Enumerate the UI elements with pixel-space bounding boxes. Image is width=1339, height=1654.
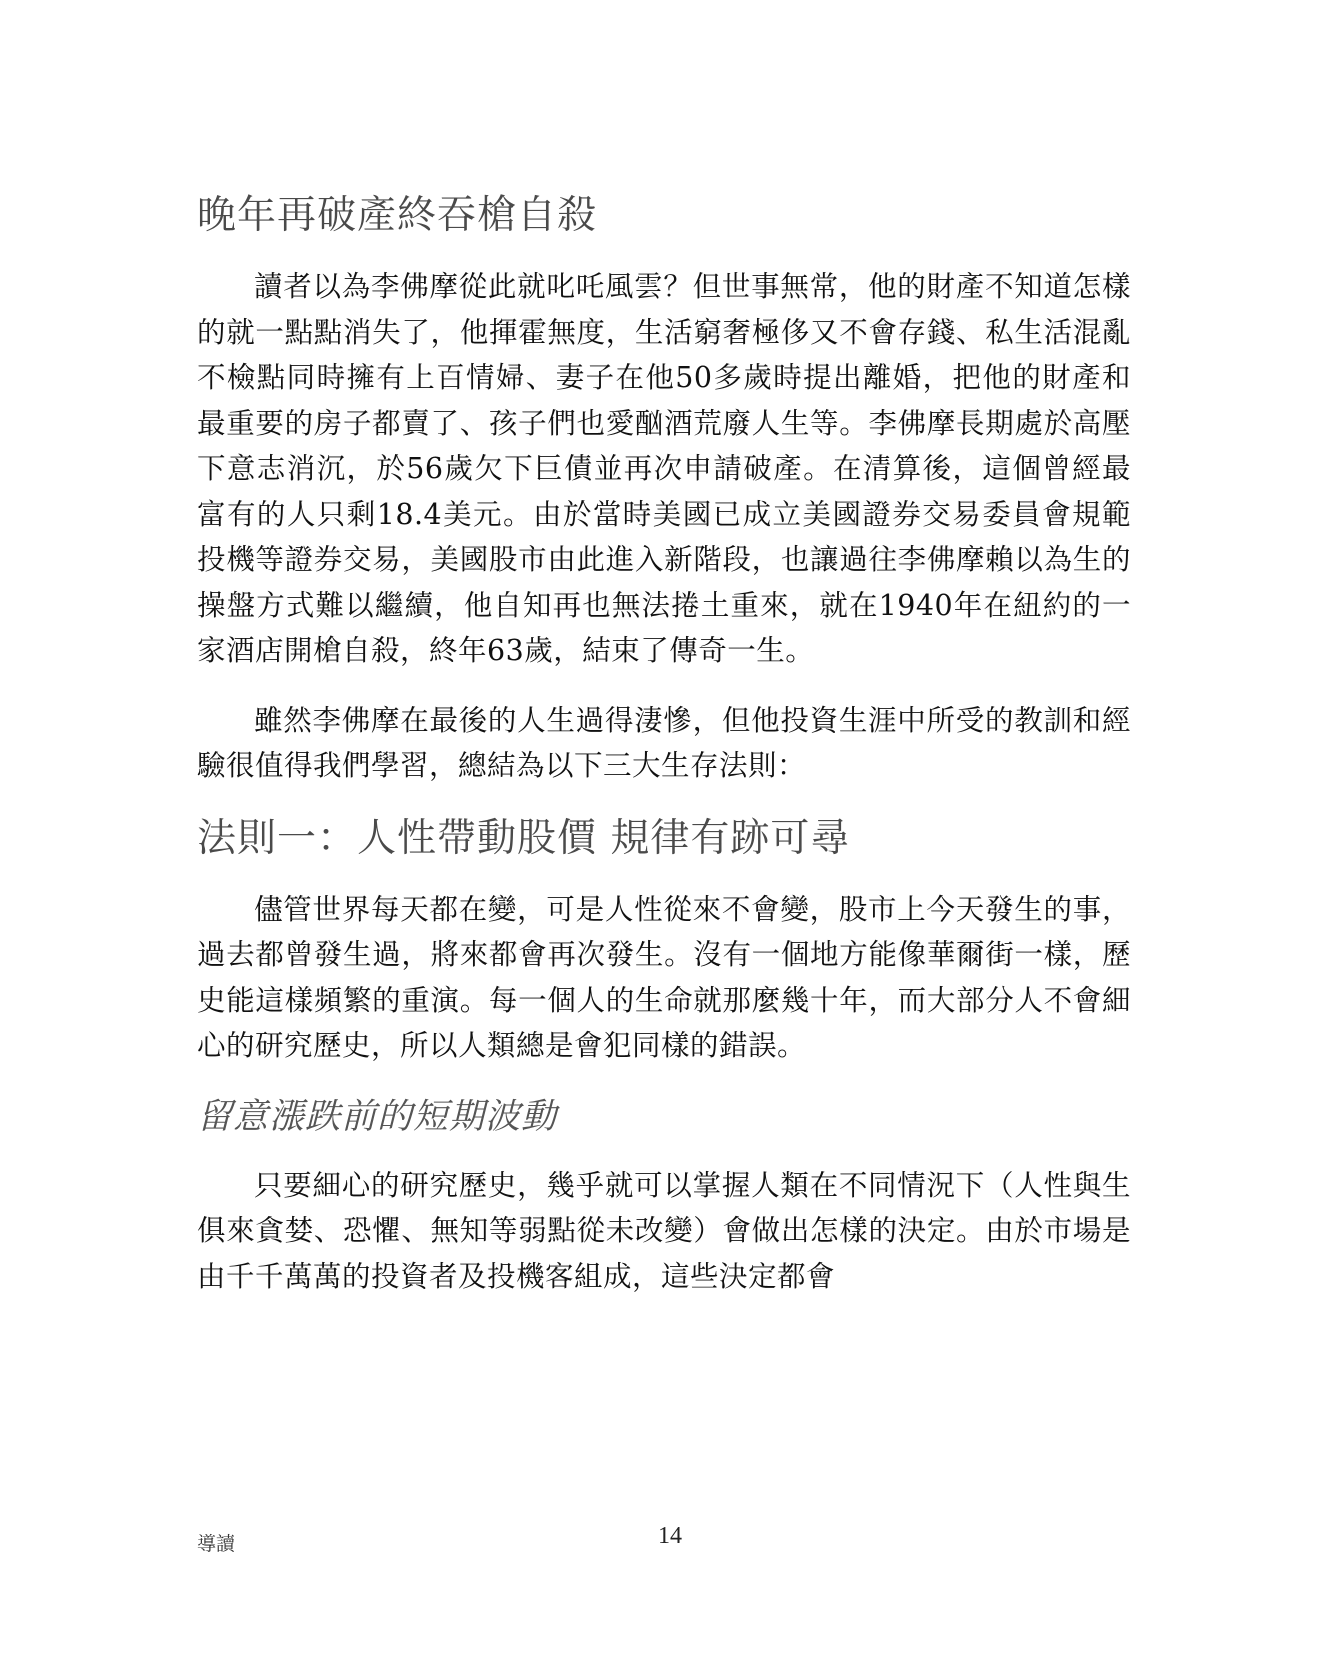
page-number: 14 [658,1523,682,1549]
paragraph-human-nature: 儘管世界每天都在變，可是人性從來不會變，股市上今天發生的事，過去都曾發生過，將來都會再次發生。沒有一個地方能像華爾街一樣，歷史能這樣頻繁的重演。每一個人的生命就那麼幾十年，而大部分人不會細心的研究歷史，所以人類總是會犯同樣的錯誤。 [197,892,1131,1062]
section-heading-late-years: 晚年再破產終吞槍自殺 [197,193,598,238]
paragraph-bankruptcy-story: 讀者以為李佛摩從此就叱吒風雲？但世事無常，他的財產不知道怎樣的就一點點消失了，他揮霍無度，生活窮奢極侈又不會存錢、私生活混亂不檢點同時擁有上百情婦、妻子在他50多歲時提出離婚，把他的財產和最重要的房子都賣了、孩子們也愛酗酒荒廢人生等。李佛摩長期處於高壓下意志消沉，於56歲欠下巨債並再次申請破產。在清算後，這個曾經最富有的人只剩18.4美元。由於當時美國已成立美國證券交易委員會規範投機等證券交易，美國股市由此進入新階段，也讓過往李佛摩賴以為生的操盤方式難以繼續，他自知再也無法捲土重來，就在1940年在紐約的一家酒店開槍自殺，終年63歲，結束了傳奇一生。 [197,270,1131,667]
subsection-heading-short-term-fluctuations: 留意漲跌前的短期波動 [197,1096,558,1137]
paragraph-three-rules-intro: 雖然李佛摩在最後的人生過得淒慘，但他投資生涯中所受的教訓和經驗很值得我們學習，總結為以下三大生存法則： [197,703,1131,782]
footer-section-label: 導讀 [197,1533,236,1555]
paragraph-study-history: 只要細心的研究歷史，幾乎就可以掌握人類在不同情況下（人性與生俱來貪婪、恐懼、無知等弱點從未改變）會做出怎樣的決定。由於市場是由千千萬萬的投資者及投機客組成，這些決定都會 [197,1168,1131,1293]
page-content [197,190,1131,1323]
section-heading-rule-one: 法則一：人性帶動股價 規律有跡可尋 [197,815,851,861]
